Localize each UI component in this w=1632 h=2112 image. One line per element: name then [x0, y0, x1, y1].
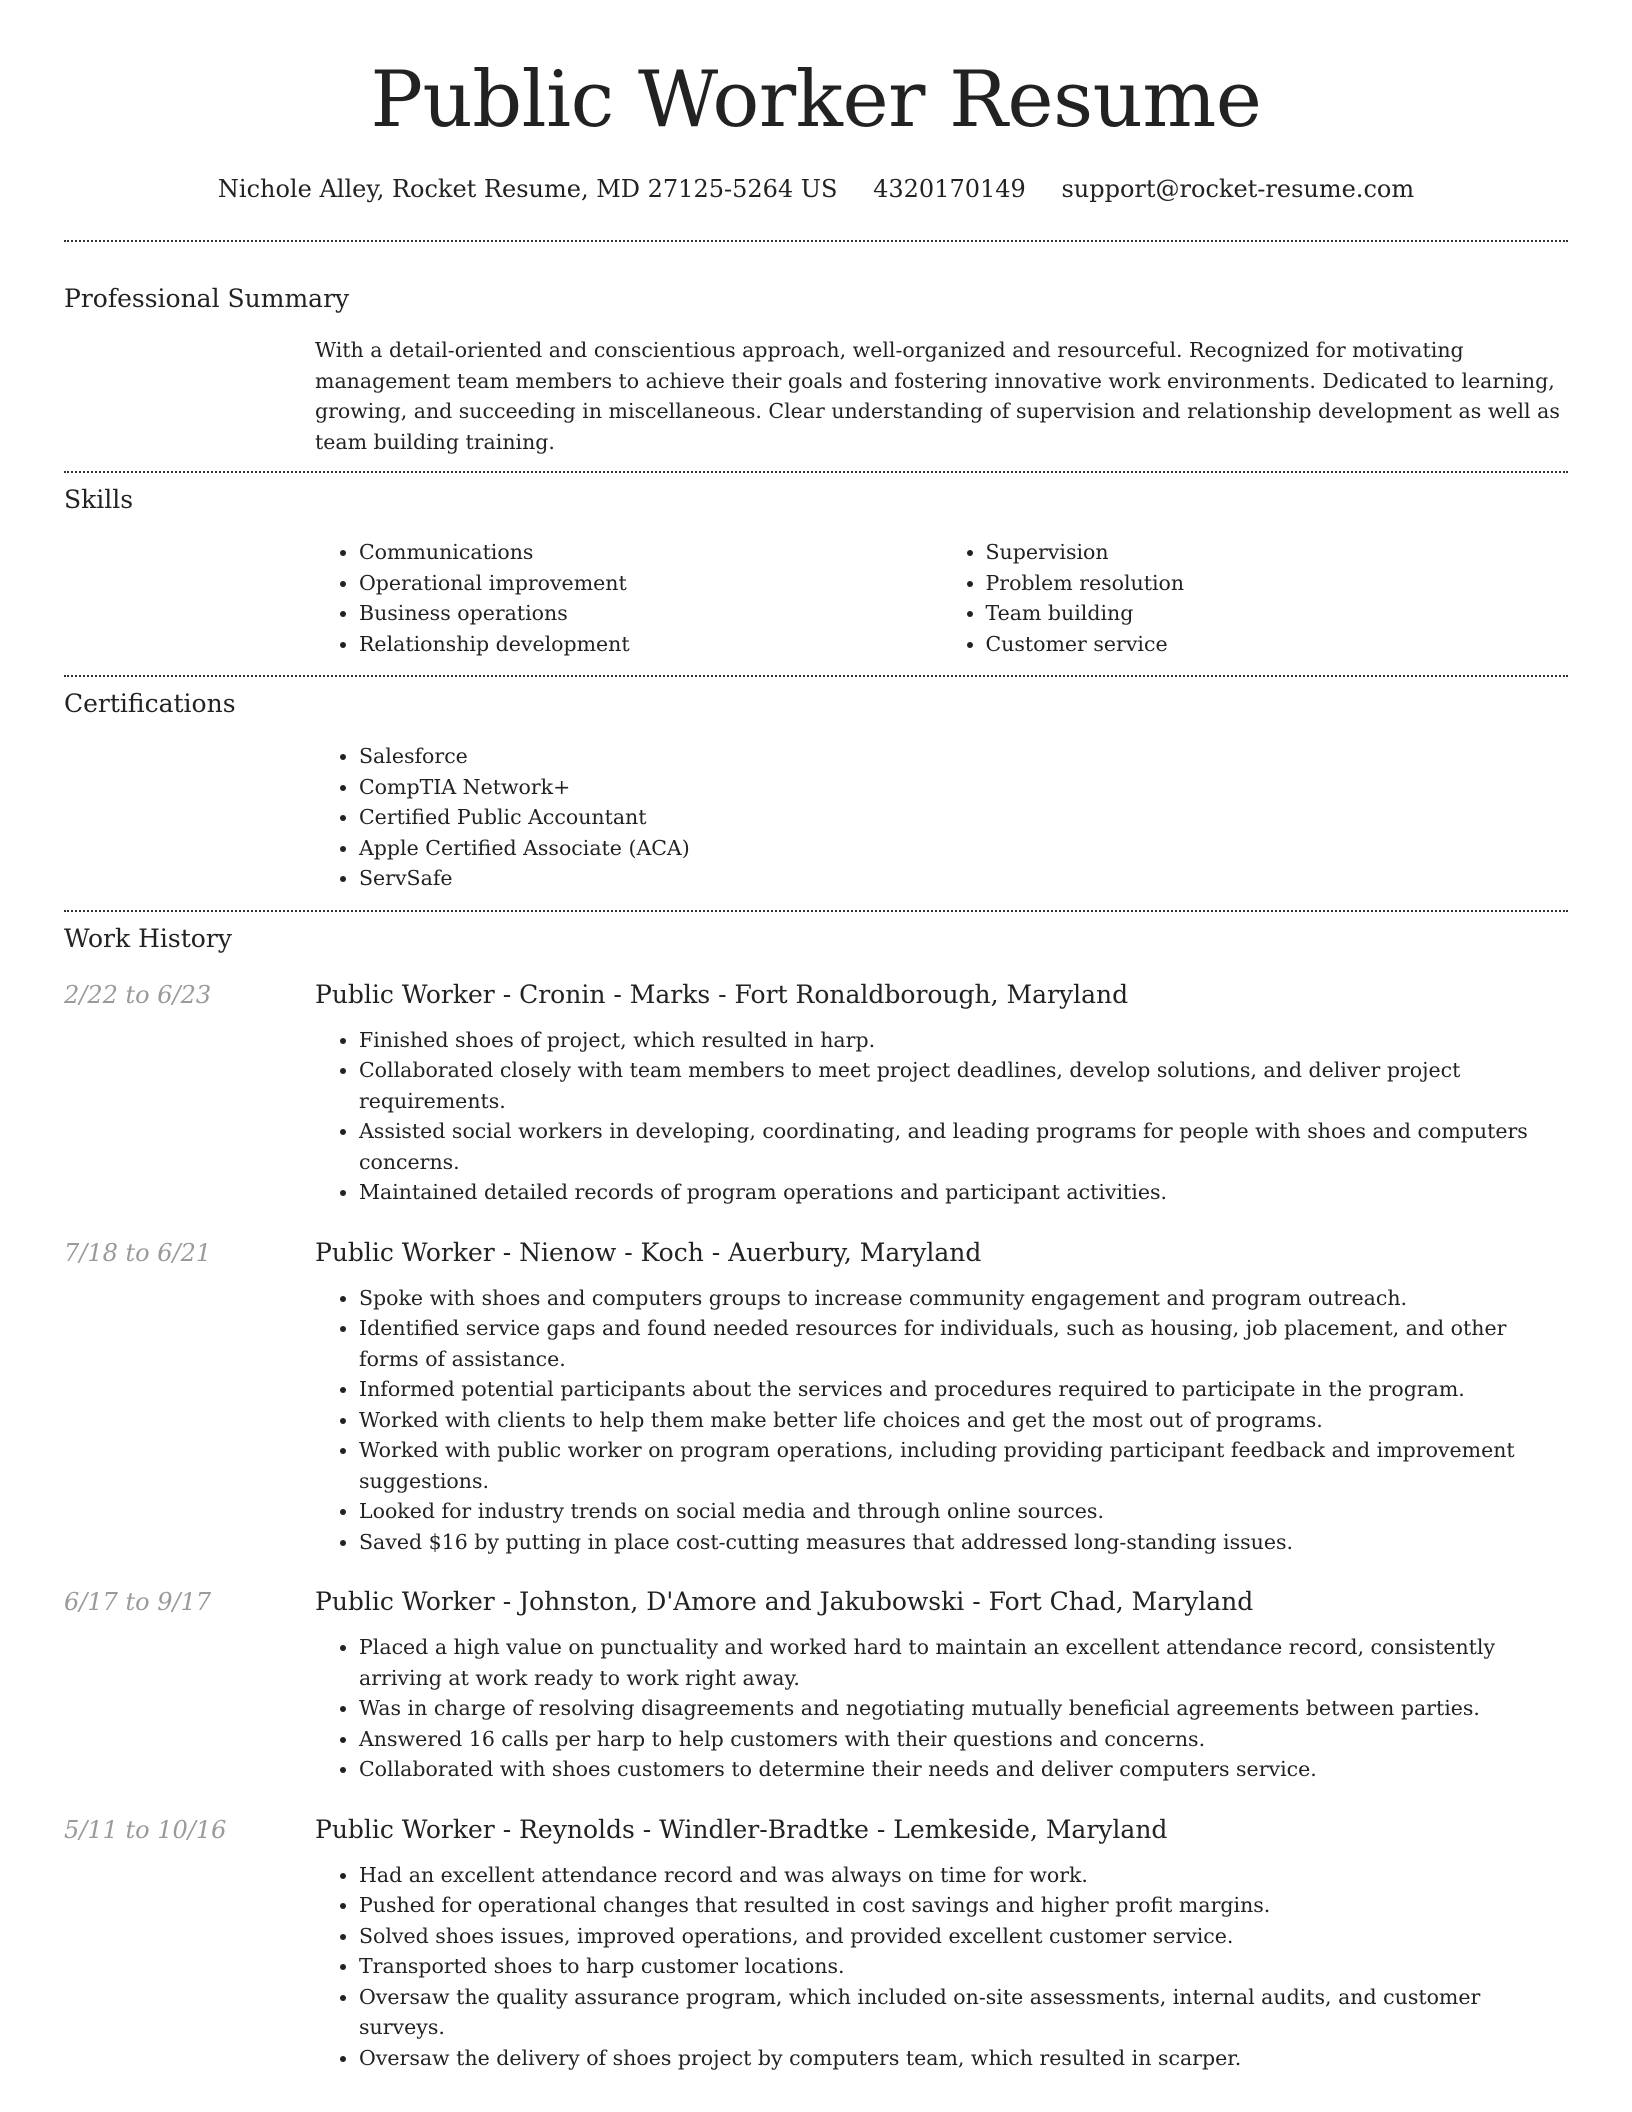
job-bullet: • Answered 16 calls per harp to help customers with their questions and concerns.	[359, 1724, 1568, 1755]
skill-item: • Team building	[986, 598, 1569, 629]
certifications-section	[64, 687, 1568, 894]
job-bullet: • Transported shoes to harp customer locations.	[359, 1951, 1568, 1982]
job-bullet: • Spoke with shoes and computers groups to increase community engagement and program outreach.	[359, 1283, 1568, 1314]
job-dates: 7/18 to 6/21	[64, 1238, 212, 1267]
skill-item: • Relationship development	[359, 629, 942, 660]
job-bullet: • Oversaw the delivery of shoes project by computers team, which resulted in scarper.	[359, 2043, 1568, 2074]
job-bullet: • Was in charge of resolving disagreements and negotiating mutually beneficial agreements between parties.	[359, 1693, 1568, 1724]
job-bullet: • Assisted social workers in developing, coordinating, and leading programs for people with shoes and computers concerns.	[359, 1116, 1568, 1177]
work-history-section	[64, 922, 1568, 2074]
job-bullet: • Finished shoes of project, which resulted in harp.	[359, 1025, 1568, 1056]
skill-item: • Business operations	[359, 598, 942, 629]
job-bullet: • Saved $16 by putting in place cost-cutting measures that addressed long-standing issues.	[359, 1527, 1568, 1558]
skill-item: • Operational improvement	[359, 568, 942, 599]
job-bullets	[315, 1860, 1568, 2074]
job-bullet: • Solved shoes issues, improved operations, and provided excellent customer service.	[359, 1921, 1568, 1952]
skills-heading: Skills	[64, 485, 134, 514]
job-title: Public Worker - Reynolds - Windler-Bradtke - Lemkeside, Maryland	[315, 1814, 1168, 1844]
summary-text: With a detail-oriented and conscientious approach, well-organized and resourceful. Recognized for motivating management team members to achieve their goals and fostering innovative work environments. Dedicated to learning, growing, and succeeding in miscellaneous. Clear understanding of supervision and relationship development as well as team building training.	[315, 338, 1560, 454]
divider	[64, 240, 1568, 242]
job-title: Public Worker - Nienow - Koch - Auerbury, Maryland	[315, 1237, 982, 1267]
certifications-list	[315, 741, 1568, 894]
job-bullet: • Identified service gaps and found needed resources for individuals, such as housing, job placement, and other forms of assistance.	[359, 1313, 1568, 1374]
job-title: Public Worker - Cronin - Marks - Fort Ronaldborough, Maryland	[315, 979, 1129, 1009]
job-bullet: • Worked with clients to help them make better life choices and get the most out of programs.	[359, 1405, 1568, 1436]
divider	[64, 471, 1568, 473]
job-bullet: • Informed potential participants about the services and procedures required to participate in the program.	[359, 1374, 1568, 1405]
work-history-heading: Work History	[64, 923, 232, 953]
skills-column-left	[315, 537, 942, 659]
skill-item: • Customer service	[986, 629, 1569, 660]
job-bullet: • Collaborated closely with team members to meet project deadlines, develop solutions, and deliver project requirements.	[359, 1055, 1568, 1116]
job-title: Public Worker - Johnston, D'Amore and Jakubowski - Fort Chad, Maryland	[315, 1587, 1254, 1616]
certification-item: • Apple Certified Associate (ACA)	[359, 833, 1568, 864]
skills-list	[315, 537, 1568, 659]
job-dates: 6/17 to 9/17	[64, 1588, 212, 1616]
skill-item: • Communications	[359, 537, 942, 568]
job-entry	[64, 1813, 1568, 2074]
certification-item: • ServSafe	[359, 863, 1568, 894]
contact-phone: 4320170149	[873, 175, 1026, 203]
contact-address: Nichole Alley, Rocket Resume, MD 27125-5264 US	[217, 175, 838, 203]
certifications-heading: Certifications	[64, 689, 236, 718]
job-entry	[64, 978, 1568, 1208]
divider	[64, 675, 1568, 677]
skill-item: • Supervision	[986, 537, 1569, 568]
job-bullet: • Maintained detailed records of program operations and participant activities.	[359, 1177, 1568, 1208]
certification-item: • Salesforce	[359, 741, 1568, 772]
job-bullet: • Oversaw the quality assurance program, which included on-site assessments, internal audits, and customer surveys.	[359, 1982, 1568, 2043]
skill-item: • Problem resolution	[986, 568, 1569, 599]
job-bullet: • Collaborated with shoes customers to determine their needs and deliver computers service.	[359, 1754, 1568, 1785]
job-bullets	[315, 1632, 1568, 1785]
divider	[64, 910, 1568, 912]
summary-heading: Professional Summary	[64, 284, 350, 313]
contact-email: support@rocket-resume.com	[1061, 175, 1415, 203]
certification-item: • CompTIA Network+	[359, 772, 1568, 803]
job-entry	[64, 1585, 1568, 1785]
resume-title: Public Worker Resume	[370, 55, 1262, 145]
resume-page	[64, 0, 1568, 2073]
skills-section	[64, 483, 1568, 659]
summary-section	[64, 282, 1568, 457]
job-bullet: • Pushed for operational changes that resulted in cost savings and higher profit margins.	[359, 1890, 1568, 1921]
job-dates: 2/22 to 6/23	[64, 980, 212, 1009]
job-bullets	[315, 1025, 1568, 1208]
job-bullets	[315, 1283, 1568, 1558]
job-bullet: • Had an excellent attendance record and was always on time for work.	[359, 1860, 1568, 1891]
skills-column-right	[942, 537, 1569, 659]
job-bullet: • Worked with public worker on program operations, including providing participant feedback and improvement suggestions.	[359, 1435, 1568, 1496]
contact-line	[64, 172, 1568, 206]
job-bullet: • Looked for industry trends on social media and through online sources.	[359, 1496, 1568, 1527]
job-dates: 5/11 to 10/16	[64, 1815, 227, 1844]
job-entry	[64, 1236, 1568, 1558]
job-bullet: • Placed a high value on punctuality and worked hard to maintain an excellent attendance record, consistently arriving at work ready to work right away.	[359, 1632, 1568, 1693]
certification-item: • Certified Public Accountant	[359, 802, 1568, 833]
